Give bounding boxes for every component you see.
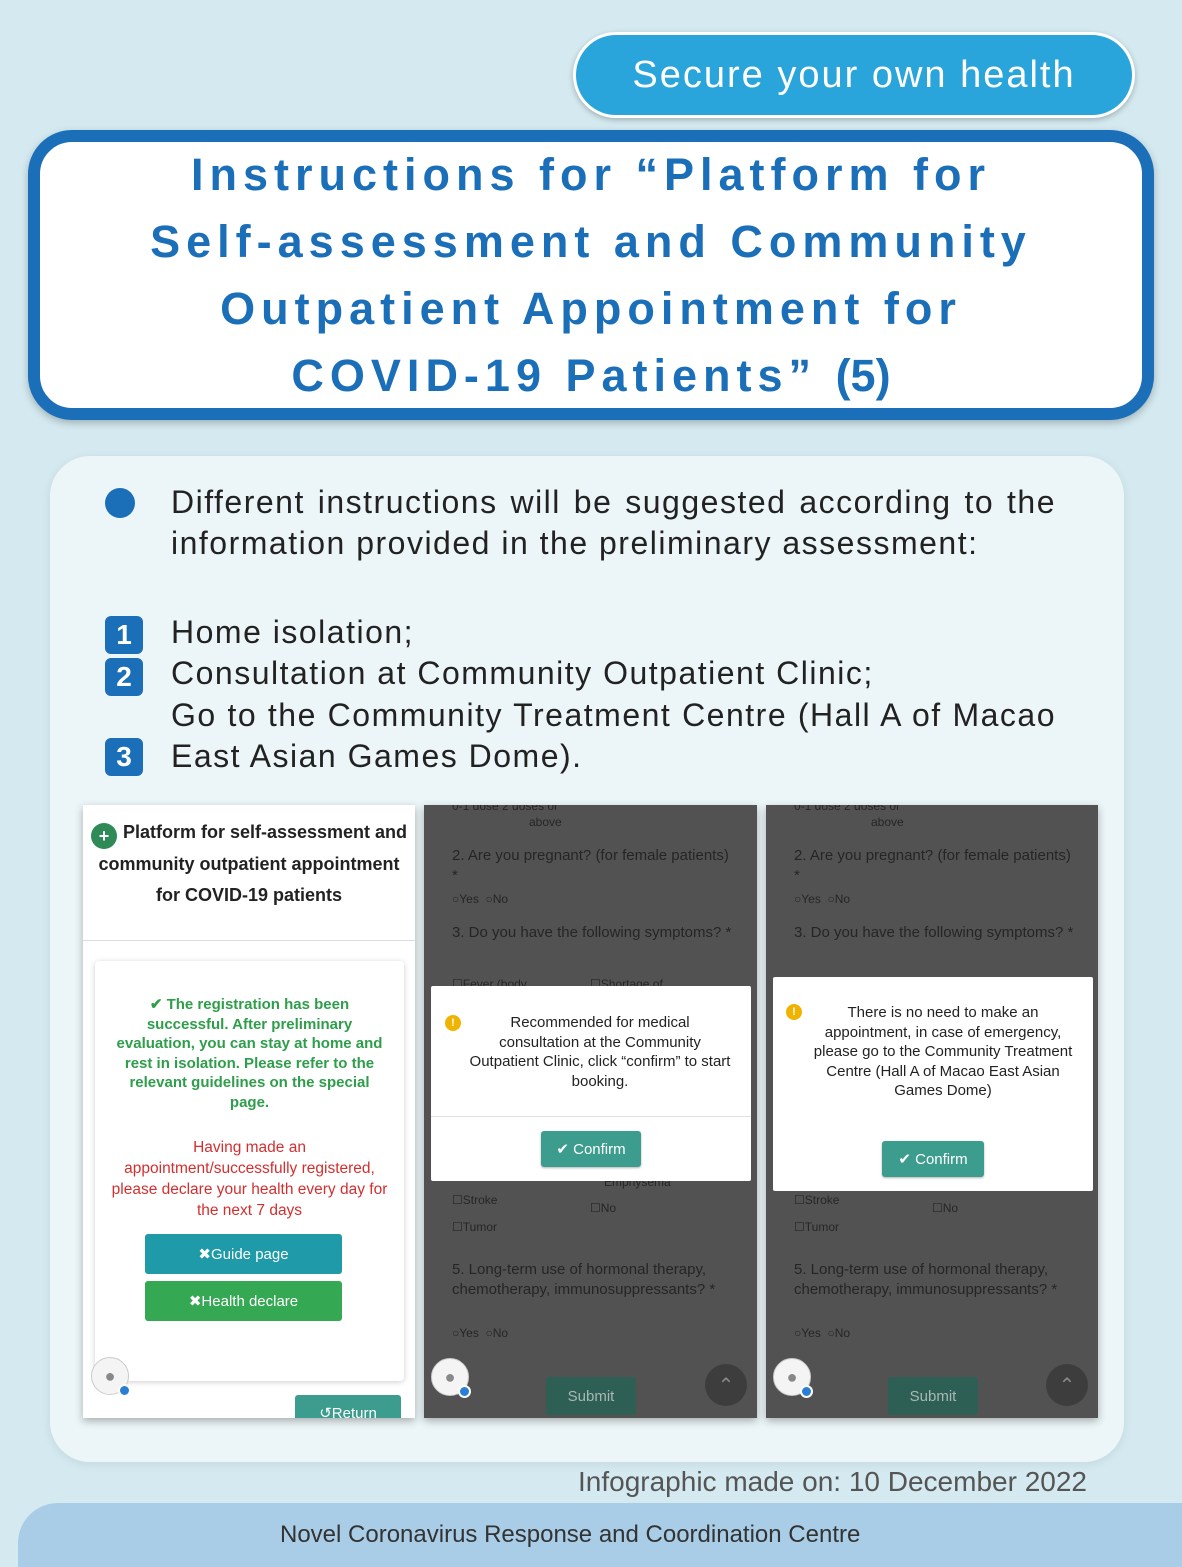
check-circle-icon: ✔ (556, 1141, 574, 1158)
scroll-top-icon[interactable]: ⌃ (705, 1364, 747, 1406)
warning-icon: ! (786, 1004, 802, 1020)
clinic-dialog (431, 986, 751, 1181)
screenshot-clinic-recommendation (424, 805, 757, 1418)
confirm-label: Confirm (573, 1140, 626, 1158)
option-1-badge: 1 (105, 616, 143, 654)
submit-button[interactable]: Submit (546, 1377, 636, 1415)
check-circle-icon: ✔ (898, 1151, 916, 1168)
screenshot-treatment-centre (766, 805, 1098, 1418)
chat-badge-icon (800, 1385, 813, 1398)
intro-text: Different instructions will be suggested according to the information provided in the preliminary assessment: (171, 484, 1056, 561)
success-message (109, 995, 390, 1112)
title-line-1: Instructions for “Platform for (190, 149, 992, 200)
platform-header (83, 805, 415, 941)
submit-button[interactable]: Submit (888, 1377, 978, 1415)
confirm-button[interactable] (541, 1131, 641, 1167)
close-icon: ✖ (188, 1293, 202, 1310)
scroll-top-icon[interactable]: ⌃ (1046, 1364, 1088, 1406)
chat-badge-icon (458, 1385, 471, 1398)
option-2-badge: 2 (105, 658, 143, 696)
chat-badge-icon (118, 1384, 131, 1397)
undo-icon: ↺ (319, 1405, 332, 1418)
title-line-3: Outpatient Appointment for (220, 283, 962, 334)
check-icon: ✔ (149, 996, 167, 1013)
treatment-dialog-message: There is no need to make an appointment, in case of emergency, please go to the Community Treatment Centre (Hall A of Macao East Asian Games Dome) (813, 1004, 1073, 1099)
confirm-label: Confirm (915, 1150, 968, 1168)
success-message-text: The registration has been successful. After preliminary evaluation, you can stay at home and rest in isolation. Please refer to the relevant guidelines on the special page. (116, 996, 383, 1111)
tagline-badge: Secure your own health (573, 32, 1135, 118)
bullet-dot-icon (105, 488, 135, 518)
close-icon: ✖ (198, 1246, 211, 1263)
made-on-date: Infographic made on: 10 December 2022 (578, 1466, 1087, 1497)
declare-message: Having made an appointment/successfully registered, please declare your health every day for the next 7 days (111, 1139, 388, 1219)
option-1-text: Home isolation; (171, 614, 415, 650)
chat-avatar-icon[interactable]: ● (431, 1358, 469, 1396)
option-3-badge: 3 (105, 738, 143, 776)
footer-organization: Novel Coronavirus Response and Coordination Centre (18, 1503, 1182, 1567)
dialog-divider (431, 1116, 751, 1117)
title-number: (5) (835, 350, 891, 401)
return-button[interactable] (295, 1395, 401, 1418)
title-line-2: Self-assessment and Community (150, 216, 1032, 267)
warning-icon: ! (445, 1015, 461, 1031)
platform-logo-icon: + (91, 823, 117, 849)
option-3-text: Go to the Community Treatment Centre (Hall A of Macao East Asian Games Dome). (171, 697, 1056, 774)
title-line-4 (291, 342, 890, 409)
option-2-text: Consultation at Community Outpatient Clinic; (171, 655, 874, 691)
health-declare-label: Health declare (201, 1292, 299, 1310)
chat-avatar-icon[interactable]: ● (91, 1357, 129, 1395)
screenshot-registration-success (83, 805, 415, 1418)
confirm-button[interactable] (882, 1141, 984, 1177)
guide-page-label: Guide page (211, 1245, 289, 1263)
clinic-dialog-message: Recommended for medical consultation at the Community Outpatient Clinic, click “confirm” to start booking. (469, 1014, 731, 1090)
platform-title: Platform for self-assessment and community outpatient appointment for COVID-19 patients (98, 822, 408, 905)
return-label: Return (331, 1404, 377, 1418)
treatment-dialog (773, 977, 1093, 1191)
health-declare-button[interactable] (145, 1281, 342, 1321)
result-card (95, 961, 404, 1381)
guide-page-button[interactable] (145, 1234, 342, 1274)
title-line-4-text: COVID-19 Patients” (291, 350, 818, 401)
chat-avatar-icon[interactable]: ● (773, 1358, 811, 1396)
title-box (28, 130, 1154, 420)
